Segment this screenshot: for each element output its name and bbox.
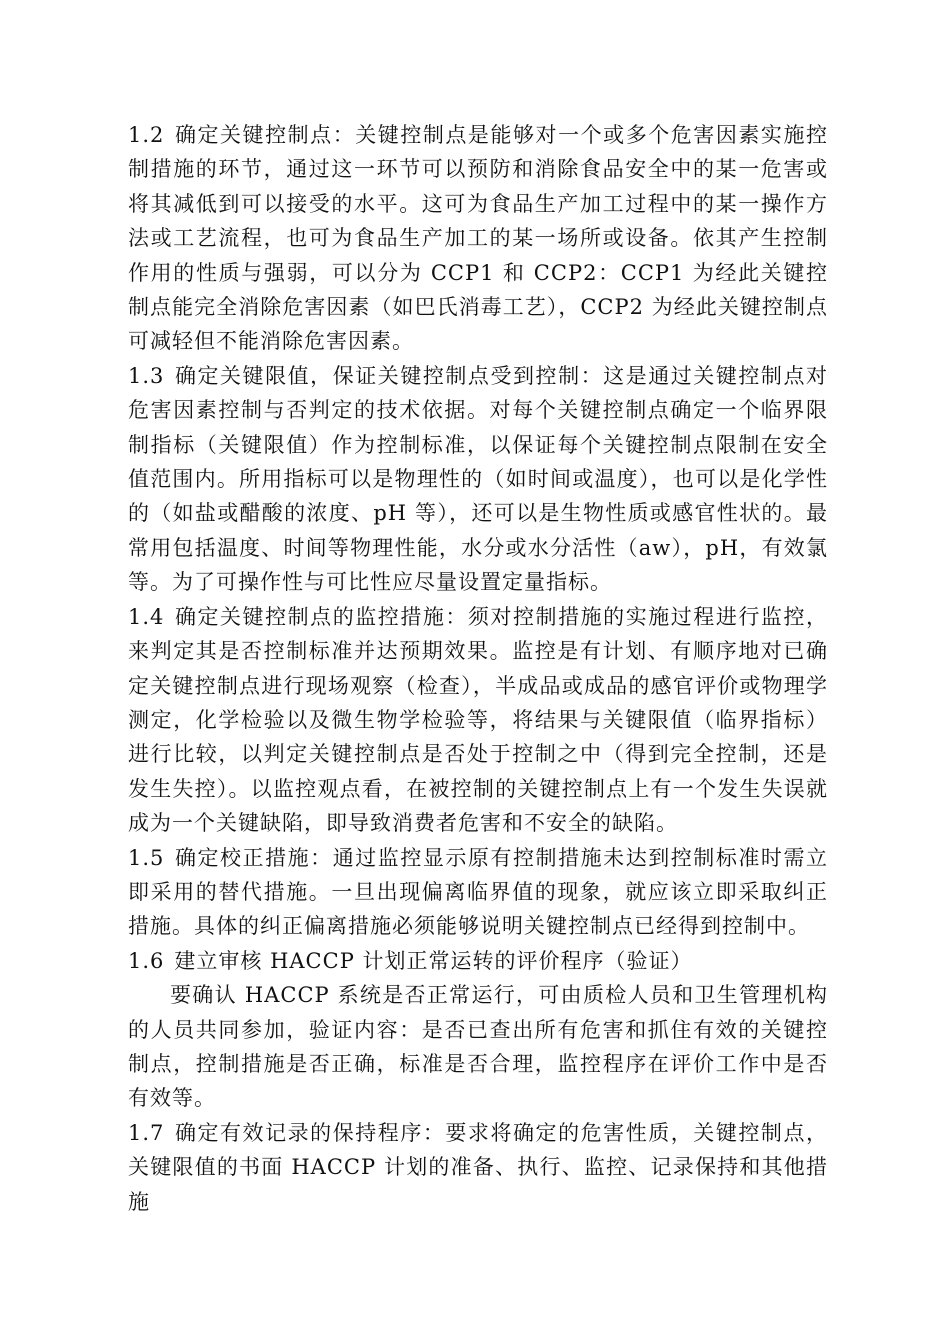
section-text: 确定有效记录的保持程序：要求将确定的危害性质，关键控制点，关键限值的书面 HACCP 计划的准备、执行、监控、记录保持和其他措施 (128, 1120, 828, 1214)
section-number: 1.6 (128, 948, 165, 973)
section-number: 1.7 (128, 1120, 165, 1145)
section-number: 1.2 (128, 123, 165, 147)
section-text: 要确认 HACCP 系统是否正常运行，可由质检人员和卫生管理机构的人员共同参加，验证内容：是否已查出所有危害和抓住有效的关键控制点，控制措施是否正确，标准是否合理，监控程序在评价工作中是否有效等。 (128, 983, 828, 1111)
section-1-4 (128, 600, 828, 841)
document-page (128, 118, 828, 1219)
section-1-3 (128, 359, 828, 600)
section-number: 1.3 (128, 363, 165, 388)
section-1-6-body (128, 978, 828, 1116)
section-text: 确定校正措施：通过监控显示原有控制措施未达到控制标准时需立即采用的替代措施。一旦出现偏离临界值的现象，就应该立即采取纠正措施。具体的纠正偏离措施必须能够说明关键控制点已经得到控制中。 (128, 845, 828, 939)
section-number: 1.4 (128, 604, 165, 629)
section-text: 确定关键限值，保证关键控制点受到控制：这是通过关键控制点对危害因素控制与否判定的技术依据。对每个关键控制点确定一个临界限制指标（关键限值）作为控制标准，以保证每个关键控制点限制在安全值范围内。所用指标可以是物理性的（如时间或温度），也可以是化学性的（如盐或醋酸的浓度、pH 等），还可以是生物性质或感官性状的。最常用包括温度、时间等物理性能，水分或水分活性（aw），pH，有效氯等。为了可操作性与可比性应尽量设置定量指标。 (128, 363, 828, 595)
section-text: 确定关键控制点的监控措施：须对控制措施的实施过程进行监控，来判定其是否控制标准并达预期效果。监控是有计划、有顺序地对已确定关键控制点进行现场观察（检查），半成品或成品的感官评价或物理学测定，化学检验以及微生物学检验等，将结果与关键限值（临界指标）进行比较，以判定关键控制点是否处于控制之中（得到完全控制，还是发生失控）。以监控观点看，在被控制的关键控制点上有一个发生失误就成为一个关键缺陷，即导致消费者危害和不安全的缺陷。 (128, 604, 828, 836)
section-number: 1.5 (128, 845, 165, 870)
section-text: 建立审核 HACCP 计划正常运转的评价程序（验证） (174, 948, 693, 973)
section-1-7 (128, 1116, 828, 1219)
section-1-5 (128, 841, 828, 944)
section-1-6 (128, 944, 828, 978)
section-1-2 (128, 118, 828, 359)
section-text: 确定关键控制点：关键控制点是能够对一个或多个危害因素实施控制措施的环节，通过这一环节可以预防和消除食品安全中的某一危害或将其减低到可以接受的水平。这可为食品生产加工过程中的某一操作方法或工艺流程，也可为食品生产加工的某一场所或设备。依其产生控制作用的性质与强弱，可以分为 CCP1 和 CCP2：CCP1 为经此关键控制点能完全消除危害因素（如巴氏消毒工艺），CCP2 为经此关键控制点可减轻但不能消除危害因素。 (128, 123, 828, 354)
